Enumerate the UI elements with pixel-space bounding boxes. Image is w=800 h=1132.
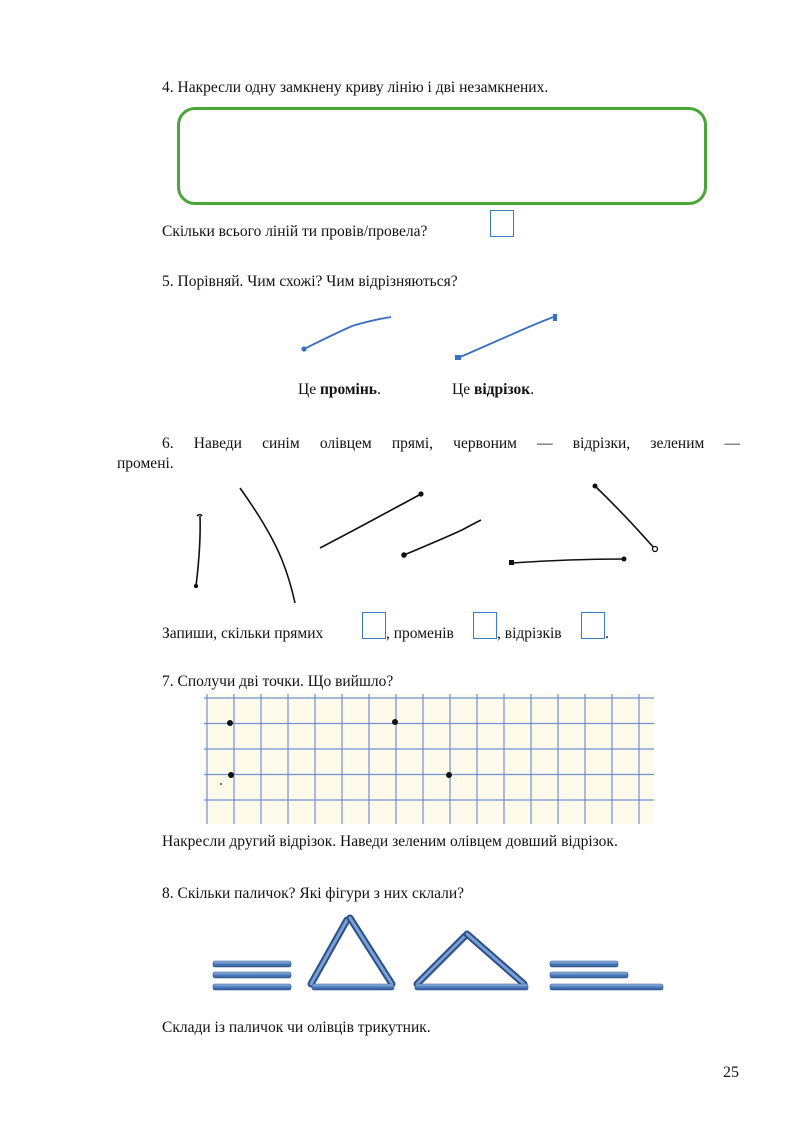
task8-title: 8. Скільки паличок? Які фігури з них склали?	[162, 885, 465, 902]
task4-question: Скільки всього ліній ти провів/провела?	[162, 223, 428, 240]
page-number: 25	[723, 1064, 739, 1081]
triangle-1	[311, 918, 394, 990]
ray-caption: Це промінь.	[298, 381, 381, 398]
task6-title-line1: 6. Наведи синім олівцем прямі, червоним — відрізки, зеленим —	[162, 435, 740, 452]
task6-count-straight: Запиши, скільки прямих	[162, 625, 324, 642]
triangle-2	[415, 934, 528, 990]
segment-caption: Це відрізок.	[452, 381, 535, 398]
task7-instruction: Накресли другий відрізок. Наведи зеленим олівцем довший відрізок.	[162, 833, 618, 850]
stepped-sticks	[550, 961, 663, 990]
task6-count-end: .	[605, 625, 609, 642]
task4-title: 4. Накресли одну замкнену криву лінію і дві незамкнених.	[162, 79, 549, 96]
task5-title: 5. Порівняй. Чим схожі? Чим відрізняються?	[162, 273, 458, 290]
task8-instruction: Склади із паличок чи олівців трикутник.	[162, 1019, 431, 1036]
task6-title-line2: промені.	[117, 455, 174, 472]
task7-title: 7. Сполучи дві точки. Що вийшло?	[162, 673, 394, 690]
task6-count-segments: , відрізків	[497, 625, 562, 642]
three-sticks	[213, 961, 291, 990]
task6-count-rays: , променів	[386, 625, 454, 642]
